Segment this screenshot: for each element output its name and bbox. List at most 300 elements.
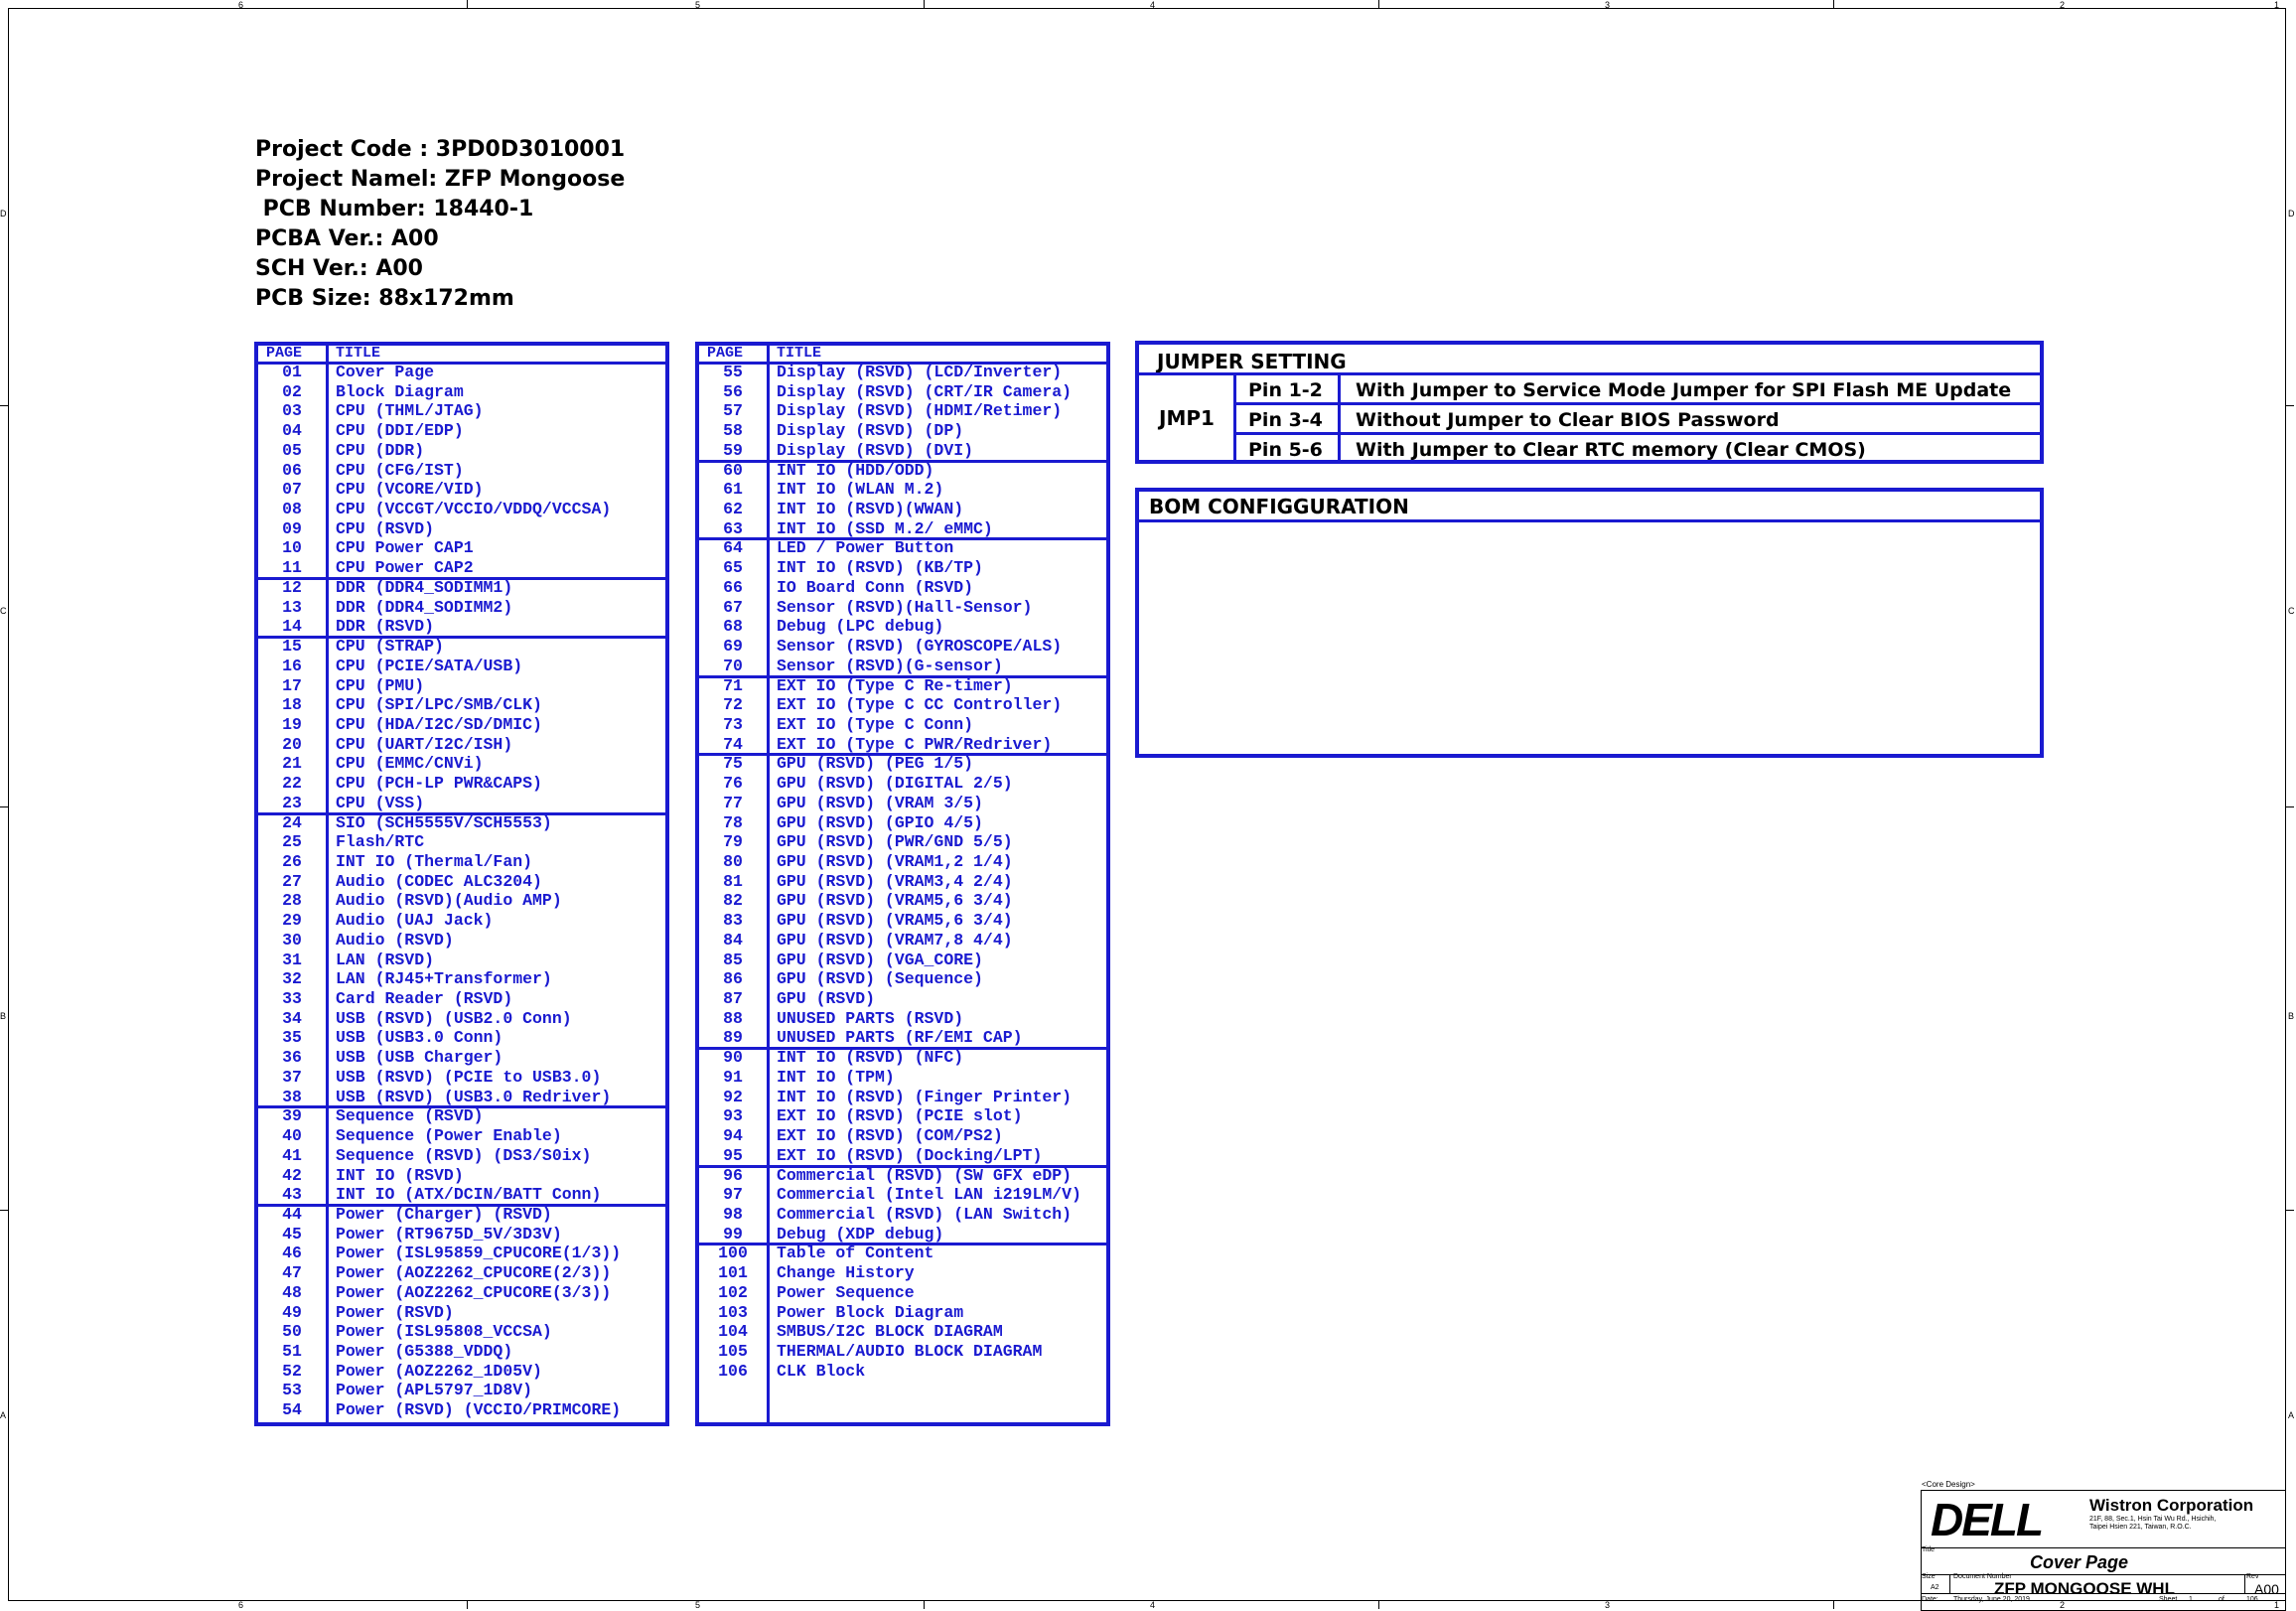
toc-page-number: 53 — [282, 1381, 302, 1400]
toc-page-number: 43 — [282, 1185, 302, 1205]
toc-title: GPU (RSVD) (PEG 1/5) — [777, 754, 974, 774]
toc-row — [258, 1225, 665, 1245]
toc-page-number: 51 — [282, 1342, 302, 1361]
toc-title: INT IO (RSVD) (KB/TP) — [777, 558, 983, 578]
toc-title: CPU (RSVD) — [336, 518, 435, 538]
dell-logo-text: DELL — [1931, 1498, 2043, 1541]
divider — [1233, 372, 1236, 460]
toc-title: LAN (RSVD) — [336, 950, 435, 969]
toc-page-number: 36 — [282, 1048, 302, 1068]
toc-title: Power (AOZ2262_CPUCORE(2/3)) — [336, 1263, 612, 1283]
date-value: Thursday, June 20, 2019 — [1953, 1596, 2030, 1603]
toc-page-number: 01 — [282, 363, 302, 381]
toc-page-number: 22 — [282, 774, 302, 794]
toc-row — [258, 989, 665, 1009]
toc-page-number: 41 — [282, 1145, 302, 1165]
toc-row — [699, 1166, 1106, 1186]
zone-tick — [924, 0, 925, 8]
toc-title: CPU (PMU) — [336, 675, 425, 695]
toc-title: Power (ISL95859_CPUCORE(1/3)) — [336, 1244, 622, 1263]
toc-page-number: 90 — [723, 1048, 743, 1068]
toc-title: Commercial (RSVD) (LAN Switch) — [777, 1204, 1073, 1224]
toc-page-number: 67 — [723, 597, 743, 617]
toc-row — [258, 637, 665, 657]
divider — [1139, 519, 2040, 522]
zone-marker: A — [0, 1410, 7, 1420]
toc-page-number: 39 — [282, 1106, 302, 1126]
toc-title: UNUSED PARTS (RSVD) — [777, 1008, 964, 1028]
toc-title: Card Reader (RSVD) — [336, 989, 513, 1009]
toc-title: DDR (RSVD) — [336, 617, 435, 637]
toc-page-number: 07 — [282, 480, 302, 500]
toc-page-number: 48 — [282, 1282, 302, 1302]
zone-marker: A — [2288, 1410, 2295, 1420]
toc-title: Audio (CODEC ALC3204) — [336, 871, 542, 891]
toc-header-title: TITLE — [777, 345, 822, 362]
toc-page-number: 06 — [282, 460, 302, 480]
zone-tick — [924, 1601, 925, 1609]
toc-title: Power Sequence — [777, 1282, 915, 1302]
toc-title: Sensor (RSVD) (GYROSCOPE/ALS) — [777, 637, 1063, 657]
toc-title: CPU (THML/JTAG) — [336, 401, 484, 421]
zone-tick — [1378, 1601, 1379, 1609]
toc-page-number: 25 — [282, 832, 302, 852]
toc-page-number: 96 — [723, 1165, 743, 1185]
toc-title: Audio (UAJ Jack) — [336, 911, 494, 931]
toc-title: Sequence (RSVD) (DS3/S0ix) — [336, 1145, 592, 1165]
project-info-line: Project Code : 3PD0D3010001 — [255, 137, 626, 162]
toc-row — [258, 1263, 665, 1283]
toc-row — [699, 382, 1106, 402]
toc-group-divider — [699, 1047, 1106, 1050]
toc-page-number: 17 — [282, 675, 302, 695]
toc-page-number: 40 — [282, 1126, 302, 1146]
toc-row — [699, 735, 1106, 755]
toc-title: Power (ISL95808_VCCSA) — [336, 1322, 552, 1342]
doc-number: ZFP MONGOOSE WHL — [1994, 1579, 2175, 1598]
zone-marker: 2 — [2060, 0, 2066, 10]
toc-row — [699, 1283, 1106, 1303]
toc-page-number: 102 — [718, 1282, 748, 1302]
project-info-line: PCBA Ver.: A00 — [255, 226, 439, 251]
divider — [1139, 372, 2040, 375]
toc-page-number: 02 — [282, 381, 302, 401]
company-address: 21F, 88, Sec.1, Hsin Tai Wu Rd., Hsichih, — [2089, 1516, 2217, 1523]
zone-marker: 3 — [1605, 1600, 1611, 1610]
toc-row — [699, 461, 1106, 481]
toc-title: GPU (RSVD) (VRAM7,8 4/4) — [777, 930, 1013, 950]
toc-page-number: 08 — [282, 500, 302, 519]
toc-row — [699, 754, 1106, 774]
toc-row — [699, 1362, 1106, 1382]
toc-row — [258, 421, 665, 441]
toc-row — [699, 794, 1106, 813]
toc-row — [258, 382, 665, 402]
toc-page-number: 85 — [723, 950, 743, 969]
toc-row — [699, 480, 1106, 500]
toc-group-divider — [258, 1105, 665, 1108]
toc-title: GPU (RSVD) (PWR/GND 5/5) — [777, 832, 1013, 852]
toc-row — [699, 538, 1106, 558]
toc-page-number: 89 — [723, 1028, 743, 1048]
toc-row — [699, 617, 1106, 637]
toc-row — [699, 1263, 1106, 1283]
dell-logo — [1931, 1498, 2089, 1541]
zone-marker: 6 — [238, 0, 244, 10]
toc-group-divider — [258, 812, 665, 815]
toc-title: Table of Content — [777, 1244, 934, 1263]
toc-title: EXT IO (RSVD) (COM/PS2) — [777, 1126, 1003, 1146]
date-label: Date: — [1922, 1596, 1938, 1603]
toc-row — [258, 480, 665, 500]
toc-title: Debug (XDP debug) — [777, 1224, 944, 1244]
toc-row — [258, 832, 665, 852]
toc-row — [258, 578, 665, 598]
toc-page-number: 24 — [282, 812, 302, 832]
toc-row — [258, 1048, 665, 1068]
toc-row — [258, 1400, 665, 1420]
toc-row — [699, 1009, 1106, 1029]
toc-page-number: 99 — [723, 1224, 743, 1244]
toc-title: GPU (RSVD) (VRAM1,2 1/4) — [777, 852, 1013, 871]
toc-row — [699, 813, 1106, 833]
toc-row — [258, 1009, 665, 1029]
toc-page-number: 20 — [282, 734, 302, 754]
toc-table-2 — [695, 342, 1110, 1426]
toc-row — [258, 461, 665, 481]
toc-page-number: 84 — [723, 930, 743, 950]
project-info-line: PCB Number: 18440-1 — [255, 197, 534, 221]
toc-group-divider — [258, 1204, 665, 1207]
toc-title: Cover Page — [336, 363, 435, 381]
project-info-line: SCH Ver.: A00 — [255, 256, 423, 281]
toc-row — [699, 1244, 1106, 1263]
bom-title: BOM CONFIGGURATION — [1149, 495, 1409, 518]
toc-page-number: 98 — [723, 1204, 743, 1224]
toc-row — [699, 657, 1106, 676]
toc-row — [258, 558, 665, 578]
toc-page-number: 74 — [723, 734, 743, 754]
zone-tick — [1833, 0, 1834, 8]
toc-title: Power (Charger) (RSVD) — [336, 1204, 552, 1224]
toc-title: Audio (RSVD)(Audio AMP) — [336, 891, 562, 911]
toc-group-divider — [699, 1165, 1106, 1168]
project-info-line: PCB Size: 88x172mm — [255, 286, 514, 311]
toc-page-number: 104 — [718, 1322, 748, 1342]
of-label: of — [2219, 1596, 2224, 1603]
toc-title: Change History — [777, 1263, 915, 1283]
toc-page-number: 21 — [282, 754, 302, 774]
toc-title: CPU (PCH-LP PWR&CAPS) — [336, 774, 542, 794]
toc-page-number: 10 — [282, 538, 302, 558]
toc-page-number: 81 — [723, 871, 743, 891]
toc-title: Display (RSVD) (DP) — [777, 421, 964, 441]
toc-row — [258, 1244, 665, 1263]
toc-page-number: 28 — [282, 891, 302, 911]
zone-marker: 6 — [238, 1600, 244, 1610]
toc-row — [699, 519, 1106, 539]
toc-row — [258, 951, 665, 970]
toc-title: Flash/RTC — [336, 832, 425, 852]
toc-row — [258, 872, 665, 892]
toc-title: EXT IO (Type C CC Controller) — [777, 695, 1063, 715]
toc-row — [258, 1068, 665, 1088]
toc-page-number: 87 — [723, 989, 743, 1009]
toc-title: DDR (DDR4_SODIMM1) — [336, 577, 513, 597]
toc-title: Power (RSVD) (VCCIO/PRIMCORE) — [336, 1400, 622, 1420]
toc-title: THERMAL/AUDIO BLOCK DIAGRAM — [777, 1342, 1043, 1361]
zone-tick — [467, 0, 468, 8]
toc-row — [699, 1225, 1106, 1245]
toc-row — [699, 598, 1106, 618]
core-design-label: <Core Design> — [1922, 1480, 1975, 1489]
toc-page-number: 32 — [282, 969, 302, 989]
toc-title: CPU (UART/I2C/ISH) — [336, 734, 513, 754]
toc-table-1 — [254, 342, 669, 1426]
toc-page-number: 34 — [282, 1008, 302, 1028]
toc-title: Audio (RSVD) — [336, 930, 454, 950]
toc-row — [699, 1146, 1106, 1166]
toc-header-page: PAGE — [707, 345, 744, 362]
zone-marker: 3 — [1605, 0, 1611, 10]
toc-page-number: 13 — [282, 597, 302, 617]
toc-page-number: 33 — [282, 989, 302, 1009]
toc-page-number: 09 — [282, 518, 302, 538]
toc-page-number: 12 — [282, 577, 302, 597]
zone-marker: D — [2288, 209, 2295, 219]
toc-page-number: 106 — [718, 1361, 748, 1381]
toc-group-divider — [699, 753, 1106, 756]
toc-title: INT IO (HDD/ODD) — [777, 460, 934, 480]
toc-row — [258, 1146, 665, 1166]
toc-title: USB (USB Charger) — [336, 1048, 503, 1068]
toc-title: INT IO (Thermal/Fan) — [336, 852, 533, 871]
zone-tick — [1833, 1601, 1834, 1609]
toc-row — [258, 401, 665, 421]
zone-tick — [0, 806, 8, 807]
toc-row — [699, 1048, 1106, 1068]
size-value: A2 — [1931, 1584, 1939, 1591]
toc-page-number: 79 — [723, 832, 743, 852]
toc-page-number: 70 — [723, 656, 743, 675]
toc-page-number: 94 — [723, 1126, 743, 1146]
project-info-line: Project Namel: ZFP Mongoose — [255, 167, 626, 192]
toc-page-number: 18 — [282, 695, 302, 715]
toc-title: Display (RSVD) (DVI) — [777, 440, 974, 460]
toc-title: CPU Power CAP2 — [336, 558, 474, 578]
toc-page-number: 16 — [282, 656, 302, 675]
toc-page-number: 60 — [723, 460, 743, 480]
jumper-pin: Pin 5-6 — [1248, 439, 1323, 461]
toc-page-number: 63 — [723, 518, 743, 538]
company-address: Taipei Hsien 221, Taiwan, R.O.C. — [2089, 1524, 2192, 1531]
toc-row — [258, 695, 665, 715]
project-info — [255, 135, 625, 314]
toc-row — [699, 715, 1106, 735]
toc-row — [699, 969, 1106, 989]
toc-page-number: 64 — [723, 538, 743, 558]
toc-page-number: 73 — [723, 714, 743, 734]
toc-page-number: 62 — [723, 500, 743, 519]
toc-title: GPU (RSVD) (DIGITAL 2/5) — [777, 774, 1013, 794]
toc-row — [258, 969, 665, 989]
toc-page-number: 92 — [723, 1087, 743, 1106]
zone-marker: 1 — [2274, 0, 2280, 10]
toc-row — [258, 715, 665, 735]
toc-page-number: 30 — [282, 930, 302, 950]
zone-tick — [2286, 806, 2294, 807]
toc-row — [699, 891, 1106, 911]
toc-row — [699, 832, 1106, 852]
toc-page-number: 91 — [723, 1067, 743, 1087]
toc-page-number: 72 — [723, 695, 743, 715]
toc-page-number: 77 — [723, 793, 743, 812]
toc-title: INT IO (RSVD)(WWAN) — [777, 500, 964, 519]
zone-tick — [2286, 405, 2294, 406]
toc-row — [258, 657, 665, 676]
toc-page-number: 14 — [282, 617, 302, 637]
toc-title: Sensor (RSVD)(Hall-Sensor) — [777, 597, 1033, 617]
toc-page-number: 68 — [723, 617, 743, 637]
toc-page-number: 75 — [723, 754, 743, 774]
toc-page-number: 50 — [282, 1322, 302, 1342]
toc-row — [699, 578, 1106, 598]
toc-title: EXT IO (RSVD) (PCIE slot) — [777, 1106, 1023, 1126]
sheet-label: Sheet — [2159, 1596, 2178, 1603]
jumper-setting-table — [1135, 341, 2044, 464]
toc-group-divider — [258, 577, 665, 580]
toc-row — [699, 1088, 1106, 1107]
toc-row — [258, 617, 665, 637]
zone-marker: B — [2288, 1011, 2295, 1021]
toc-row — [258, 931, 665, 951]
zone-marker: 4 — [1150, 1600, 1156, 1610]
toc-page-number: 82 — [723, 891, 743, 911]
toc-page-number: 100 — [718, 1244, 748, 1263]
divider — [1338, 372, 1341, 460]
toc-page-number: 52 — [282, 1361, 302, 1381]
jumper-pin: Pin 3-4 — [1248, 409, 1323, 431]
toc-row — [699, 774, 1106, 794]
toc-row — [258, 1381, 665, 1400]
toc-title: LAN (RJ45+Transformer) — [336, 969, 552, 989]
toc-group-divider — [258, 636, 665, 639]
toc-page-number: 11 — [282, 558, 302, 578]
company-name: Wistron Corporation — [2089, 1496, 2254, 1515]
toc-row — [258, 1342, 665, 1362]
toc-row — [258, 1185, 665, 1205]
toc-row — [699, 1342, 1106, 1362]
toc-title: INT IO (WLAN M.2) — [777, 480, 944, 500]
toc-title: Sensor (RSVD)(G-sensor) — [777, 656, 1003, 675]
divider — [1233, 402, 2040, 405]
zone-tick — [0, 405, 8, 406]
toc-page-number: 76 — [723, 774, 743, 794]
toc-title: Sequence (Power Enable) — [336, 1126, 562, 1146]
toc-row — [258, 774, 665, 794]
jumper-pin: Pin 1-2 — [1248, 379, 1323, 401]
toc-page-number: 65 — [723, 558, 743, 578]
toc-page-number: 46 — [282, 1244, 302, 1263]
toc-page-number: 19 — [282, 714, 302, 734]
toc-header-page: PAGE — [266, 345, 303, 362]
toc-title: CPU (HDA/I2C/SD/DMIC) — [336, 714, 542, 734]
toc-page-number: 47 — [282, 1263, 302, 1283]
toc-title: USB (RSVD) (USB3.0 Redriver) — [336, 1087, 612, 1106]
toc-row — [699, 852, 1106, 872]
toc-title: CPU Power CAP1 — [336, 538, 474, 558]
toc-row — [258, 1322, 665, 1342]
bom-configuration-table — [1135, 488, 2044, 758]
jumper-name: JMP1 — [1159, 406, 1215, 430]
toc-page-number: 26 — [282, 852, 302, 871]
toc-row — [699, 931, 1106, 951]
toc-title: Commercial (RSVD) (SW GFX eDP) — [777, 1165, 1073, 1185]
toc-title: Commercial (Intel LAN i219LM/V) — [777, 1185, 1081, 1205]
zone-marker: C — [2288, 606, 2295, 616]
toc-page-number: 58 — [723, 421, 743, 441]
toc-title: EXT IO (Type C Re-timer) — [777, 675, 1013, 695]
toc-title: INT IO (RSVD) — [336, 1165, 464, 1185]
toc-page-number: 57 — [723, 401, 743, 421]
toc-row — [258, 852, 665, 872]
toc-row — [258, 1126, 665, 1146]
toc-title: Power (RSVD) — [336, 1302, 454, 1322]
toc-title: EXT IO (RSVD) (Docking/LPT) — [777, 1145, 1043, 1165]
of-value: 106 — [2246, 1596, 2258, 1603]
toc-row — [258, 911, 665, 931]
rev-value: A00 — [2254, 1581, 2279, 1597]
toc-title: CLK Block — [777, 1361, 866, 1381]
toc-row — [699, 911, 1106, 931]
toc-header-title: TITLE — [336, 345, 381, 362]
toc-row — [699, 363, 1106, 382]
toc-row — [258, 754, 665, 774]
toc-title: CPU (VCCGT/VCCIO/VDDQ/VCCSA) — [336, 500, 612, 519]
toc-title: Debug (LPC debug) — [777, 617, 944, 637]
toc-page-number: 44 — [282, 1204, 302, 1224]
toc-row — [699, 1205, 1106, 1225]
toc-page-number: 54 — [282, 1400, 302, 1420]
rev-label: Rev — [2246, 1573, 2259, 1580]
zone-marker: 4 — [1150, 0, 1156, 10]
toc-title: Display (RSVD) (CRT/IR Camera) — [777, 381, 1073, 401]
toc-title: INT IO (RSVD) (NFC) — [777, 1048, 964, 1068]
toc-row — [258, 794, 665, 813]
toc-page-number: 56 — [723, 381, 743, 401]
toc-page-number: 78 — [723, 812, 743, 832]
toc-title: GPU (RSVD) (VGA_CORE) — [777, 950, 983, 969]
toc-title: GPU (RSVD) (Sequence) — [777, 969, 983, 989]
toc-title: Block Diagram — [336, 381, 464, 401]
toc-page-number: 103 — [718, 1302, 748, 1322]
toc-title: EXT IO (Type C PWR/Redriver) — [777, 734, 1053, 754]
toc-row — [699, 1106, 1106, 1126]
toc-title: INT IO (ATX/DCIN/BATT Conn) — [336, 1185, 602, 1205]
toc-row — [258, 441, 665, 461]
toc-page-number: 38 — [282, 1087, 302, 1106]
zone-tick — [467, 1601, 468, 1609]
toc-row — [699, 1185, 1106, 1205]
toc-row — [699, 695, 1106, 715]
jumper-desc: Without Jumper to Clear BIOS Password — [1356, 409, 1780, 431]
toc-row — [699, 1068, 1106, 1088]
toc-row — [699, 989, 1106, 1009]
toc-title: INT IO (SSD M.2/ eMMC) — [777, 518, 993, 538]
toc-page-number: 15 — [282, 637, 302, 657]
toc-row — [258, 519, 665, 539]
toc-row — [699, 1126, 1106, 1146]
